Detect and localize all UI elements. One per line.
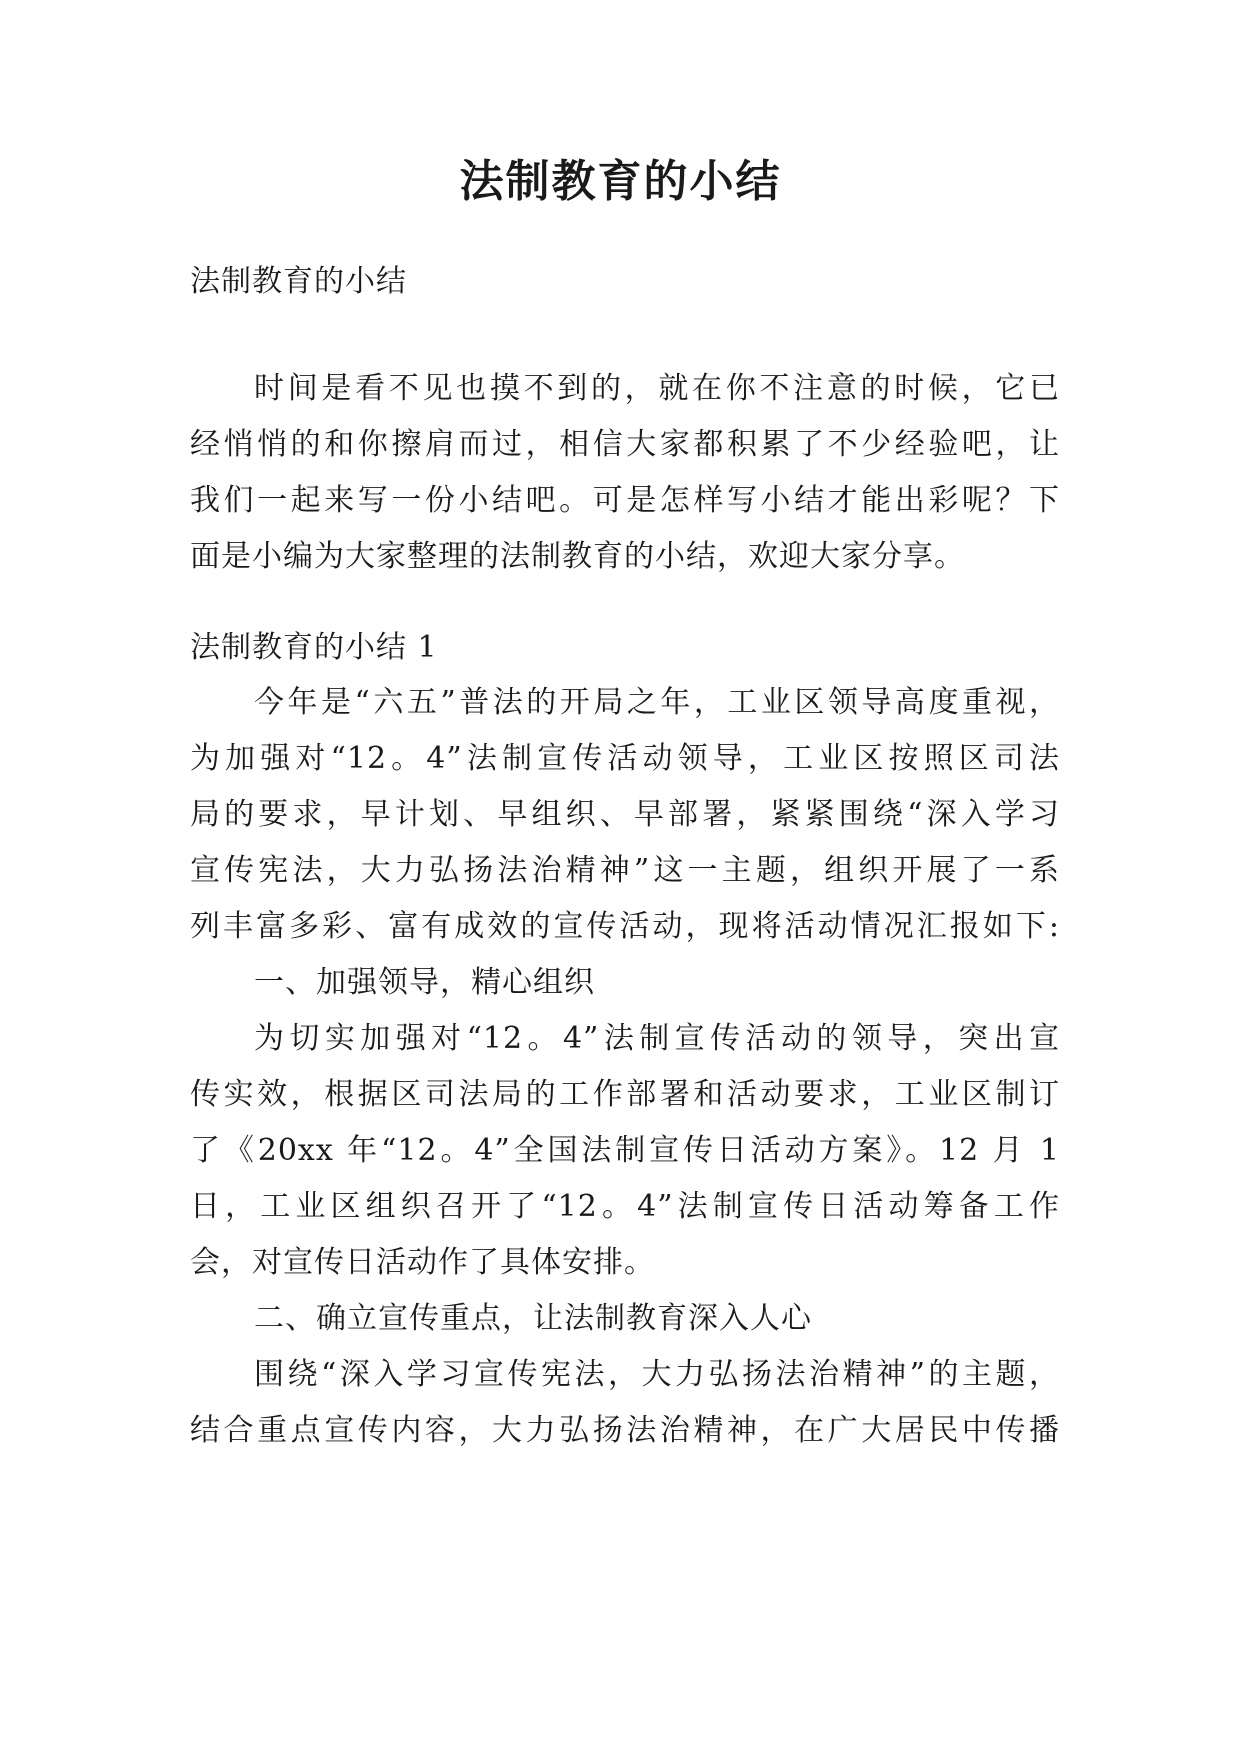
intro-line: 经悄悄的和你擦肩而过，相信大家都积累了不少经验吧，让: [190, 427, 1060, 462]
intro-line: 面是小编为大家整理的法制教育的小结，欢迎大家分享。: [190, 539, 965, 574]
document-title: 法制教育的小结: [459, 156, 782, 207]
paragraph-line: 为加强对“12。4”法制宣传活动领导，工业区按照区司法: [190, 741, 1060, 776]
paragraph-line: 列丰富多彩、富有成效的宣传活动，现将活动情况汇报如下:: [190, 909, 1060, 944]
intro-line: 时间是看不见也摸不到的，就在你不注意的时候，它已: [254, 371, 1060, 406]
paragraph-line: 为切实加强对“12。4”法制宣传活动的领导，突出宣: [254, 1021, 1060, 1056]
paragraph-line: 局的要求，早计划、早组织、早部署，紧紧围绕“深入学习: [190, 797, 1060, 832]
paragraph-line: 会，对宣传日活动作了具体安排。: [190, 1245, 655, 1280]
section-title: 法制教育的小结 1: [190, 630, 438, 665]
intro-line: 我们一起来写一份小结吧。可是怎样写小结才能出彩呢？下: [190, 483, 1060, 518]
paragraph-line: 围绕“深入学习宣传宪法，大力弘扬法治精神”的主题，: [254, 1357, 1060, 1392]
document-subtitle: 法制教育的小结: [190, 264, 407, 299]
paragraph-line: 传实效，根据区司法局的工作部署和活动要求，工业区制订: [190, 1077, 1060, 1112]
paragraph-line: 宣传宪法，大力弘扬法治精神”这一主题，组织开展了一系: [190, 853, 1060, 888]
paragraph-line: 结合重点宣传内容，大力弘扬法治精神，在广大居民中传播: [190, 1413, 1060, 1448]
paragraph-line: 今年是“六五”普法的开局之年，工业区领导高度重视，: [254, 685, 1060, 720]
section-heading: 一、加强领导，精心组织: [254, 965, 595, 1000]
section-heading: 二、确立宣传重点，让法制教育深入人心: [254, 1301, 812, 1336]
paragraph-line: 日，工业区组织召开了“12。4”法制宣传日活动筹备工作: [190, 1189, 1060, 1224]
paragraph-line: 了《20xx 年“12。4”全国法制宣传日活动方案》。12 月 1: [190, 1133, 1060, 1168]
